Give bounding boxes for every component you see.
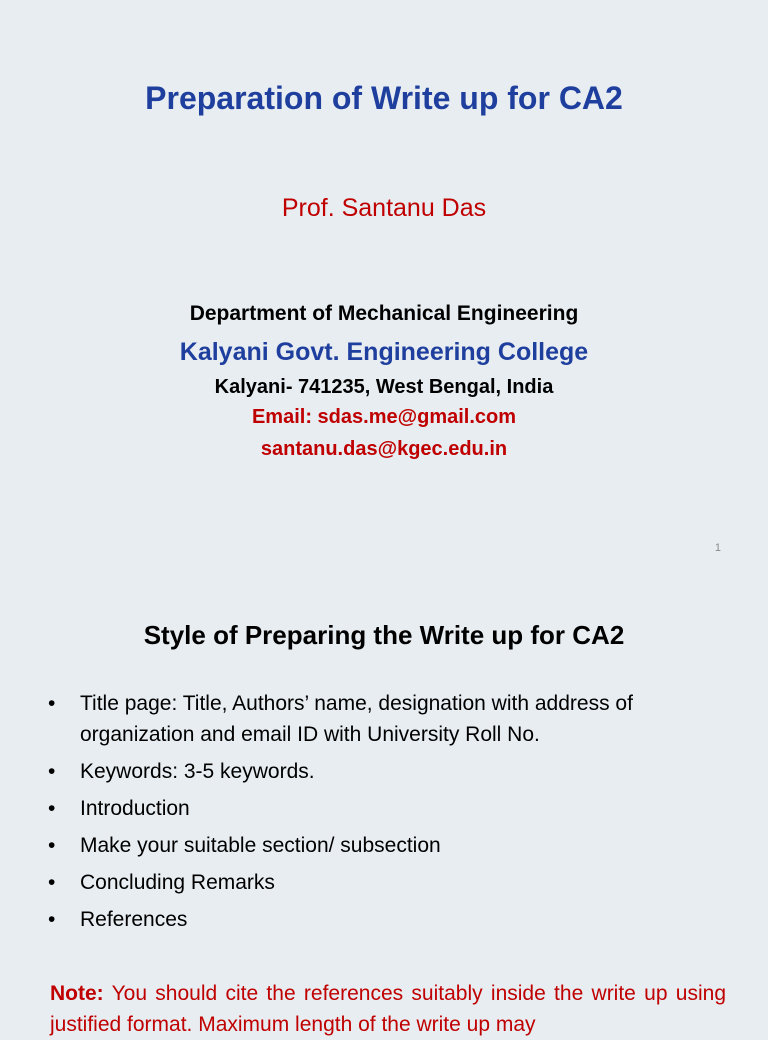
list-item-text: Keywords: 3-5 keywords. — [80, 760, 315, 783]
bullet-icon: • — [48, 908, 56, 931]
list-item-text: Title page: Title, Authors’ name, designation with address of organization and email ID with University Roll No. — [80, 692, 633, 746]
college-address: Kalyani- 741235, West Bengal, India — [214, 376, 554, 398]
email-primary: Email: sdas.me@gmail.com — [251, 406, 517, 428]
author-name: Prof. Santanu Das — [281, 194, 487, 222]
bullet-icon: • — [48, 797, 56, 820]
note-text: You should cite the references suitably inside the write up using justified format. Maximum length of the write up may — [50, 982, 726, 1036]
list-item — [48, 830, 728, 861]
list-item-text: Concluding Remarks — [80, 871, 275, 894]
note-label: Note: — [50, 982, 104, 1005]
bullet-list — [48, 688, 728, 941]
list-item-text: Introduction — [80, 797, 190, 820]
list-item — [48, 904, 728, 935]
bullet-icon: • — [48, 692, 56, 715]
bullet-icon: • — [48, 834, 56, 857]
list-item — [48, 793, 728, 824]
college-name: Kalyani Govt. Engineering College — [179, 338, 589, 366]
list-item — [48, 756, 728, 787]
page-number: 1 — [714, 542, 721, 554]
list-item — [48, 867, 728, 898]
list-item — [48, 688, 728, 750]
department-name: Department of Mechanical Engineering — [189, 302, 579, 325]
note-paragraph — [50, 978, 726, 1040]
bullet-icon: • — [48, 760, 56, 783]
list-item-text: Make your suitable section/ subsection — [80, 834, 441, 857]
slide-2 — [0, 576, 768, 1036]
bullet-icon: • — [48, 871, 56, 894]
slide-title: Preparation of Write up for CA2 — [145, 80, 623, 116]
slide-heading: Style of Preparing the Write up for CA2 — [143, 620, 625, 650]
list-item-text: References — [80, 908, 188, 931]
email-secondary: santanu.das@kgec.edu.in — [260, 438, 508, 460]
